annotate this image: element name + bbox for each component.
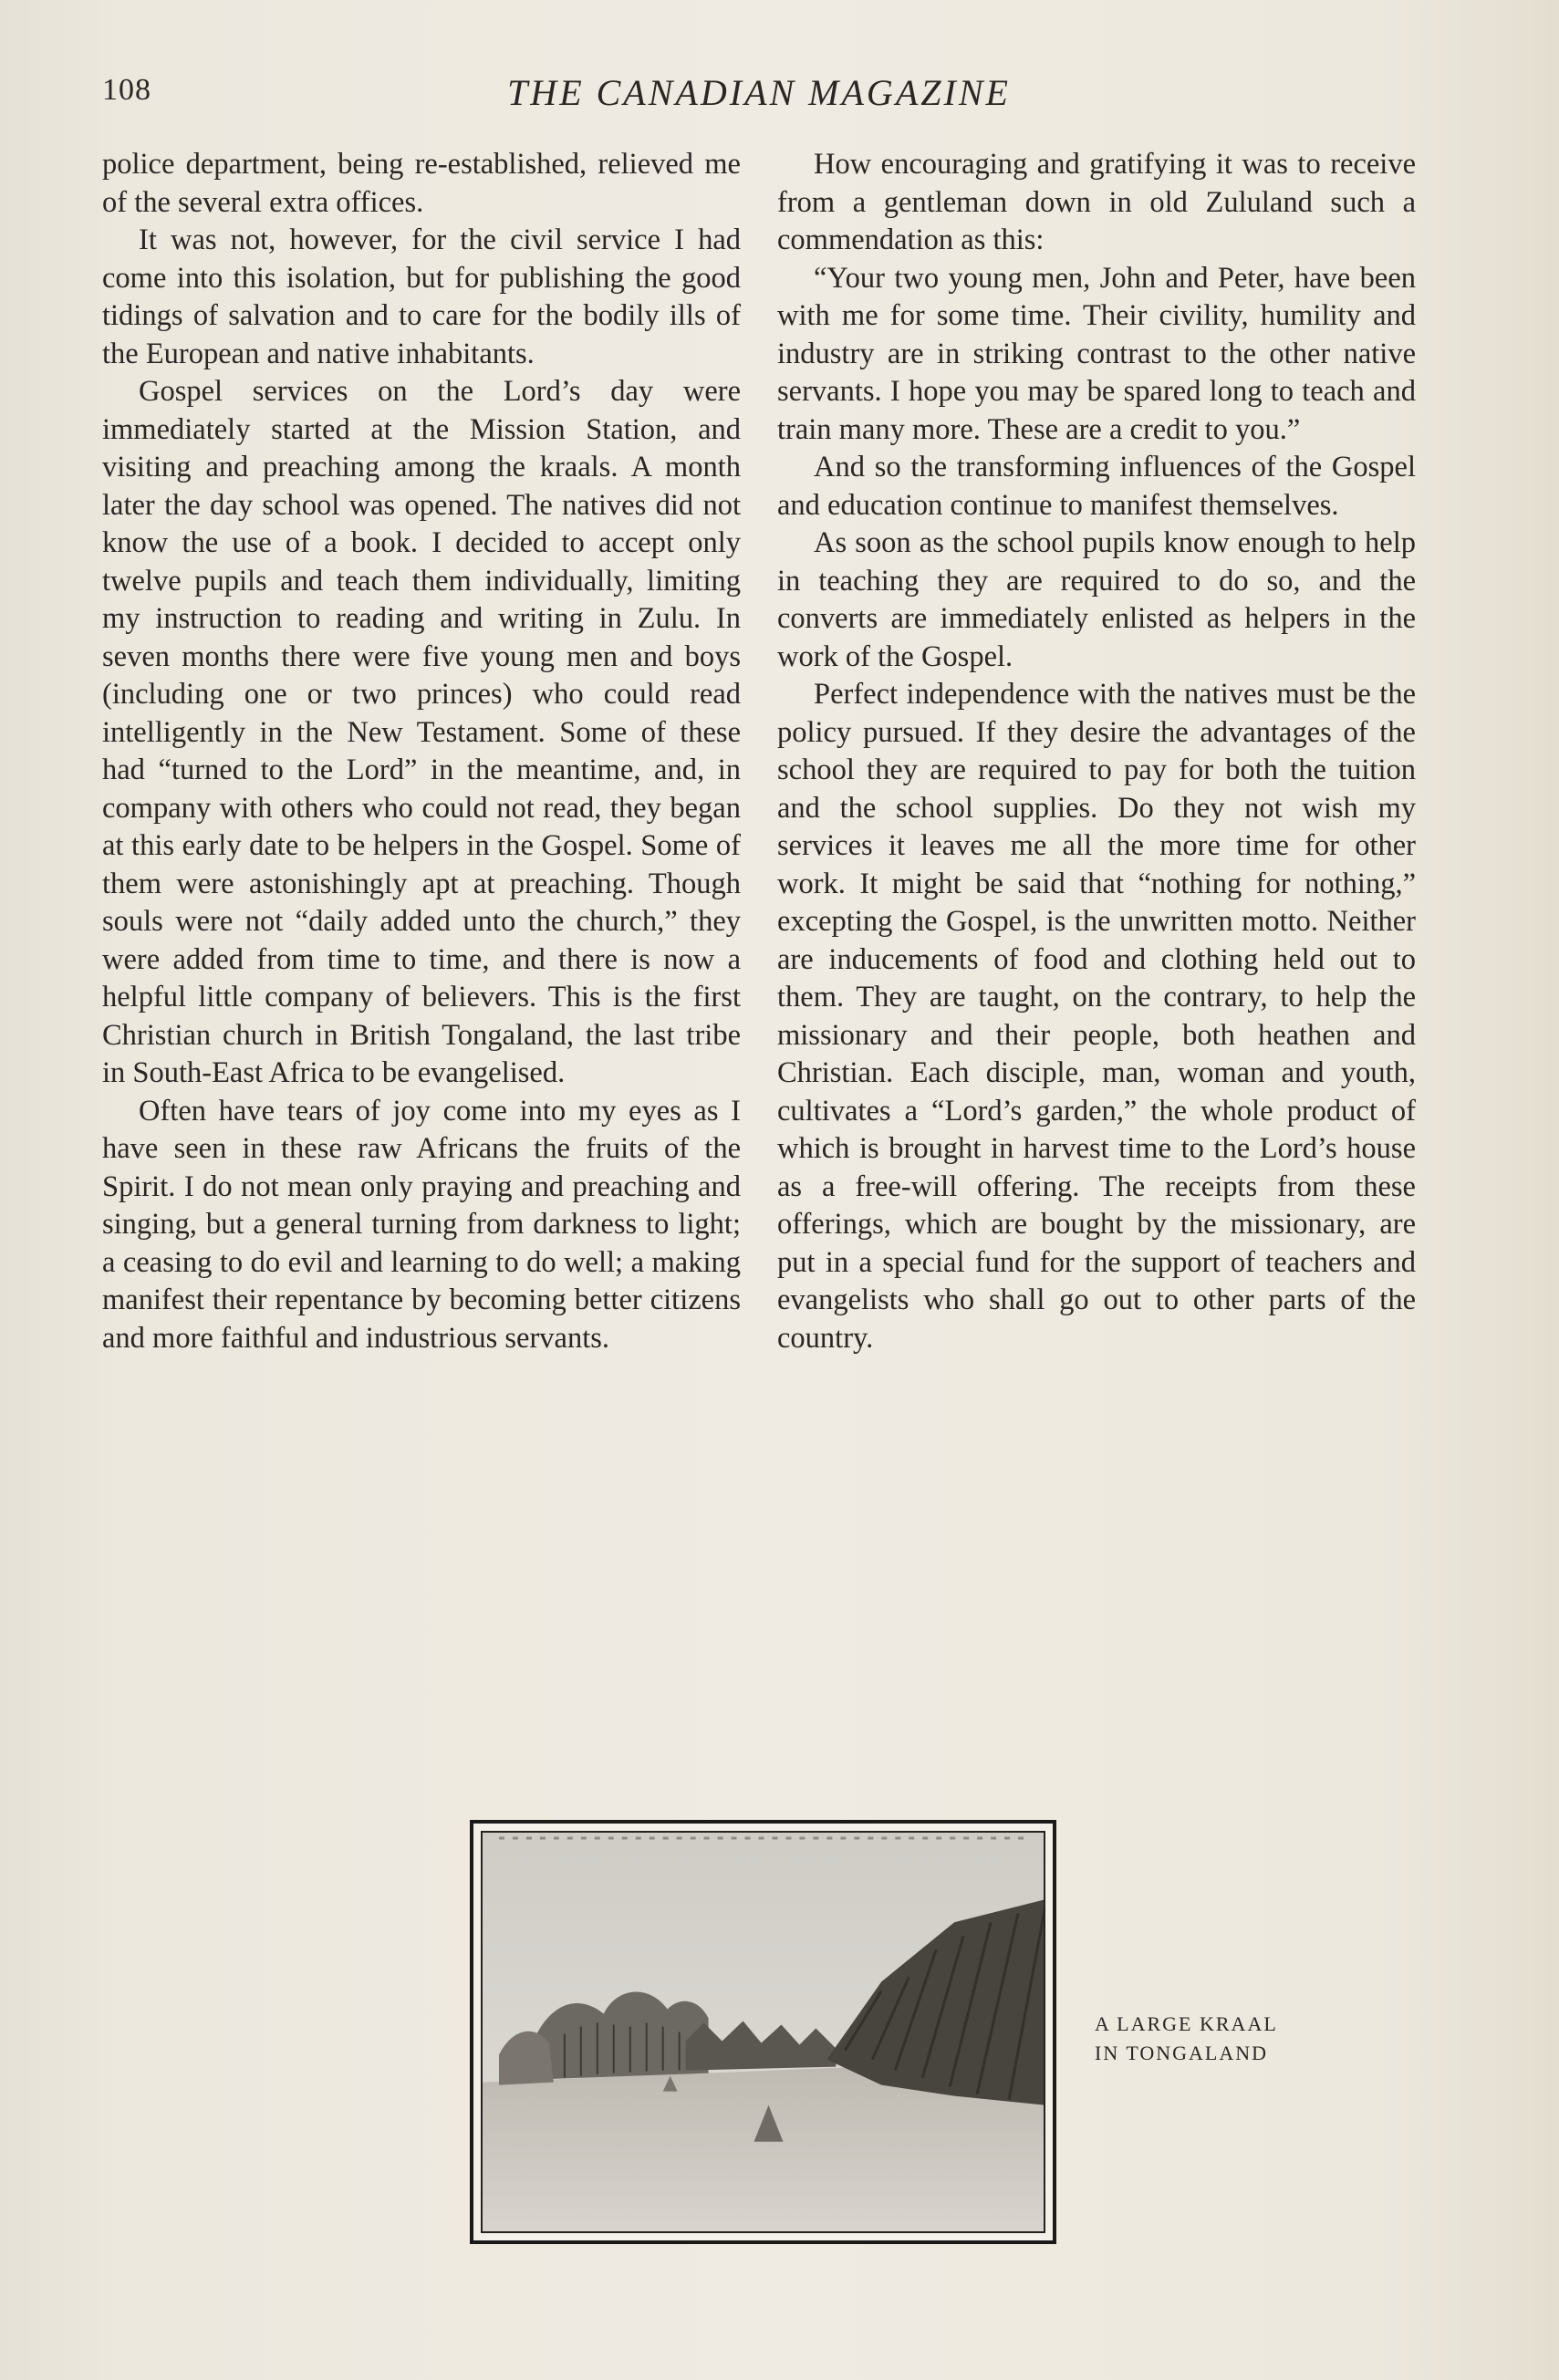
left-paragraph-2: It was not, however, for the civil service I had come into this isolation, but for publishing the good tidings of salvation and to care for the bodily ills of the European and native inhabitants. — [102, 223, 741, 370]
left-paragraph-4: Often have tears of joy come into my eyes as I have seen in these raw Africans the fruits of the Spirit. I do not mean only praying and preaching and singing, but a general turning from darkness to light; a ceasing to do evil and learning to do well; a making manifest their repentance by becoming better citizens and more faithful and industrious servants. — [102, 1094, 741, 1355]
left-column — [102, 146, 741, 1357]
right-paragraph-3: And so the transforming influences of the Gospel and education continue to manifest themselves. — [777, 451, 1416, 522]
page-number: 108 — [102, 73, 151, 107]
right-column — [777, 146, 1416, 1357]
right-paragraph-4: As soon as the school pupils know enough to help in teaching they are required to do so, and the converts are immediately enlisted as helpers in the work of the Gospel. — [777, 526, 1416, 673]
left-paragraph-3: Gospel services on the Lord’s day were immediately started at the Mission Station, and visiting and preaching among the kraals. A month later the day school was opened. The natives did not know the use of a book. I decided to accept only twelve pupils and teach them individually, limiting my instruction to reading and writing in Zulu. In seven months there were five young men and boys (including one or two princes) who could read intelligently in the New Testament. Some of these had “turned to the Lord” in the meantime, and, in company with others who could not read, they began at this early date to be helpers in the Gospel. Some of them were astonishingly apt at preaching. Though souls were not “daily added unto the church,” they were added from time to time, and there is now a helpful little company of believers. This is the first Christian church in British Tongaland, the last tribe in South-East Africa to be evangelised. — [102, 375, 741, 1089]
right-paragraph-2: “Your two young men, John and Peter, have been with me for some time. Their civility, humility and industry are in striking contrast to the other native servants. I hope you may be spared long to teach and train many more. These are a credit to you.” — [777, 261, 1416, 446]
right-paragraph-1: How encouraging and gratifying it was to receive from a gentleman down in old Zululand such a commendation as this: — [777, 148, 1416, 256]
left-paragraph-1: police department, being re-established, relieved me of the several extra offices. — [102, 148, 741, 219]
right-paragraph-5: Perfect independence with the natives must be the policy pursued. If they desire the advantages of the school they are required to pay for both the tuition and the school supplies. Do they not wish my services it leaves me all the more time for other work. It might be said that “nothing for nothing,” excepting the Gospel, is the unwritten motto. Neither are inducements of food and clothing held out to them. They are taught, on the contrary, to help the missionary and their people, both heathen and Christian. Each disciple, man, woman and youth, cultivates a “Lord’s garden,” the whole product of which is brought in harvest time to the Lord’s house as a free-will offering. The receipts from these offerings, which are bought by the missionary, are put in a special fund for the support of teachers and evangelists who shall go out to other parts of the country. — [777, 678, 1416, 1355]
running-head — [102, 71, 1416, 126]
photo-caption: A LARGE KRAAL IN TONGALAND — [1095, 2012, 1278, 2064]
magazine-title: THE CANADIAN MAGAZINE — [507, 72, 1011, 113]
kraal-photo-frame — [470, 1820, 1056, 2244]
kraal-photograph — [481, 1831, 1045, 2233]
